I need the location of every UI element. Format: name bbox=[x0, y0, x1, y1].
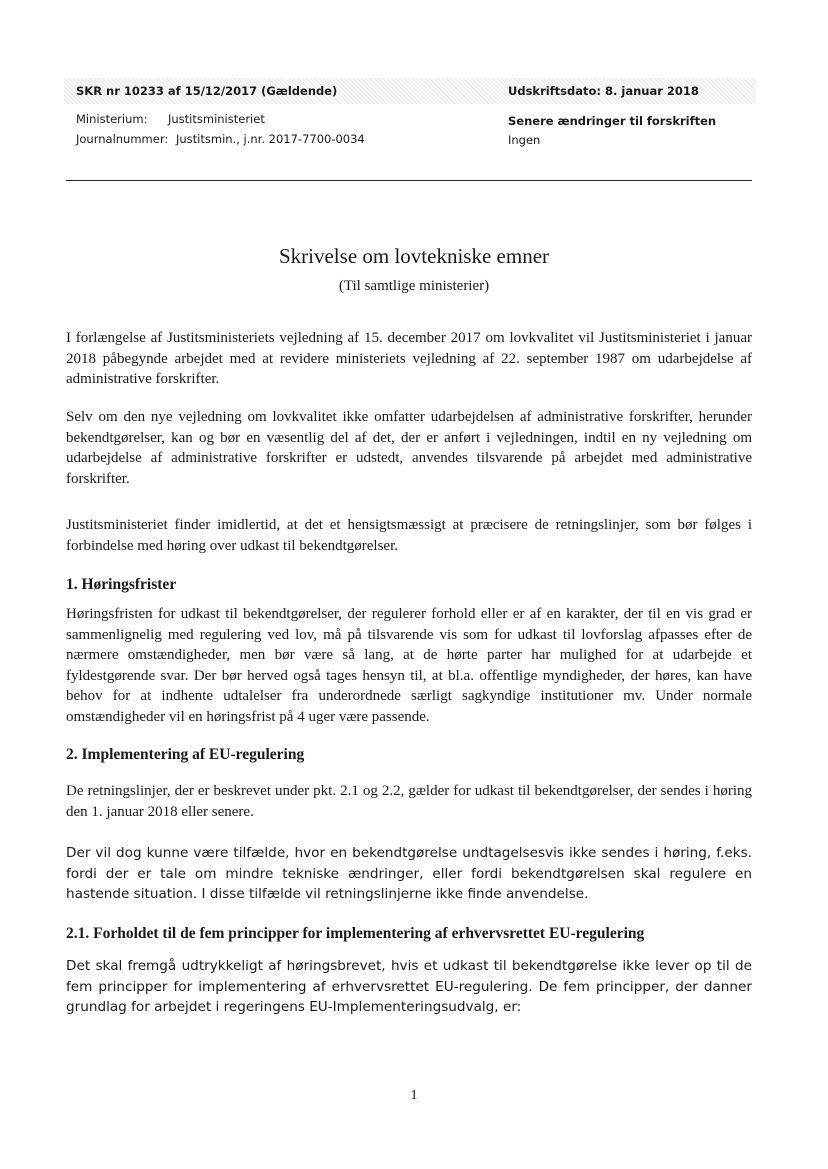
ministry-label: Ministerium: bbox=[76, 112, 148, 126]
section-1-heading: 1. Høringsfrister bbox=[66, 576, 177, 593]
print-date: Udskriftsdato: 8. januar 2018 bbox=[508, 84, 699, 98]
journal-value: Justitsmin., j.nr. 2017-7700-0034 bbox=[176, 132, 365, 146]
header-divider bbox=[66, 180, 752, 181]
section-2-1-heading: 2.1. Forholdet til de fem principper for implementering af erhvervsrettet EU-regulering bbox=[66, 925, 645, 942]
intro-paragraph-1: I forlængelse af Justitsministeriets vejledning af 15. december 2017 om lovkvalitet vil Justitsministeriet i januar 2018 påbegynde arbejdet med at revidere ministeriets vejledning af 22. september 1987 om udarbejdelse af administrative forskrifter. bbox=[66, 330, 752, 387]
changes-label: Senere ændringer til forskriften bbox=[508, 114, 717, 128]
section-2-text-1: De retningslinjer, der er beskrevet under pkt. 2.1 og 2.2, gælder for udkast til bekendtgørelser, der sendes i høring den 1. januar 2018 eller senere. bbox=[66, 783, 752, 820]
ministry-value: Justitsministeriet bbox=[168, 112, 265, 126]
page-number: 1 bbox=[410, 1088, 418, 1103]
intro-paragraph-3: Justitsministeriet finder imidlertid, at det et hensigtsmæssigt at præcisere de retningslinjer, som bør følges i forbindelse med høring over udkast til bekendtgørelser. bbox=[66, 517, 752, 554]
changes-value: Ingen bbox=[508, 133, 541, 147]
document-subtitle: (Til samtlige ministerier) bbox=[338, 278, 490, 294]
section-1-text: Høringsfristen for udkast til bekendtgørelser, der regulerer forhold eller er af en karakter, der til en vis grad er sammenlignelig med regulering ved lov, må på tilsvarende vis som for udkast til lovforslag afpasses efter de nærmere omstændigheder, men bør være så lang, at de hørte parter har mulighed for at udarbejde et fyldestgørende svar. Der bør herved også tages hensyn til, at bl.a. offentlige myndigheder, der høres, kan have behov for at indhente udtalelser fra underordnede særligt sagkyndige institutioner mv. Under normale omstændigheder vil en høringsfrist på 4 uger være passende. bbox=[66, 606, 752, 725]
section-2-1-text: Det skal fremgå udtrykkeligt af høringsbrevet, hvis et udkast til bekendtgørelse ikke lever op til de fem principper for implementering af erhvervsrettet EU-regulering. De fem principper, der danner grundlag for arbejdet i regeringens EU-Implementeringsudvalg, er: bbox=[66, 958, 752, 1015]
skr-reference: SKR nr 10233 af 15/12/2017 (Gældende) bbox=[76, 84, 338, 98]
section-2-heading: 2. Implementering af EU-regulering bbox=[66, 746, 305, 763]
intro-paragraph-2: Selv om den nye vejledning om lovkvalitet ikke omfatter udarbejdelsen af administrative forskrifter, herunder bekendtgørelser, kan og bør en væsentlig del af det, der er anført i vejledningen, indtil en ny vejledning om udarbejdelse af administrative forskrifter er udstedt, anvendes tilsvarende på arbejdet med administrative forskrifter. bbox=[66, 409, 752, 487]
section-2-text-2: Der vil dog kunne være tilfælde, hvor en bekendtgørelse undtagelsesvis ikke sendes i høring, f.eks. fordi der er tale om mindre tekniske ændringer, eller fordi bekendtgørelsen skal regulere en hastende situation. I disse tilfælde vil retningslinjerne ikke finde anvendelse. bbox=[66, 845, 752, 902]
journal-label: Journalnummer: bbox=[76, 132, 169, 146]
document-title: Skrivelse om lovtekniske emner bbox=[278, 244, 550, 268]
